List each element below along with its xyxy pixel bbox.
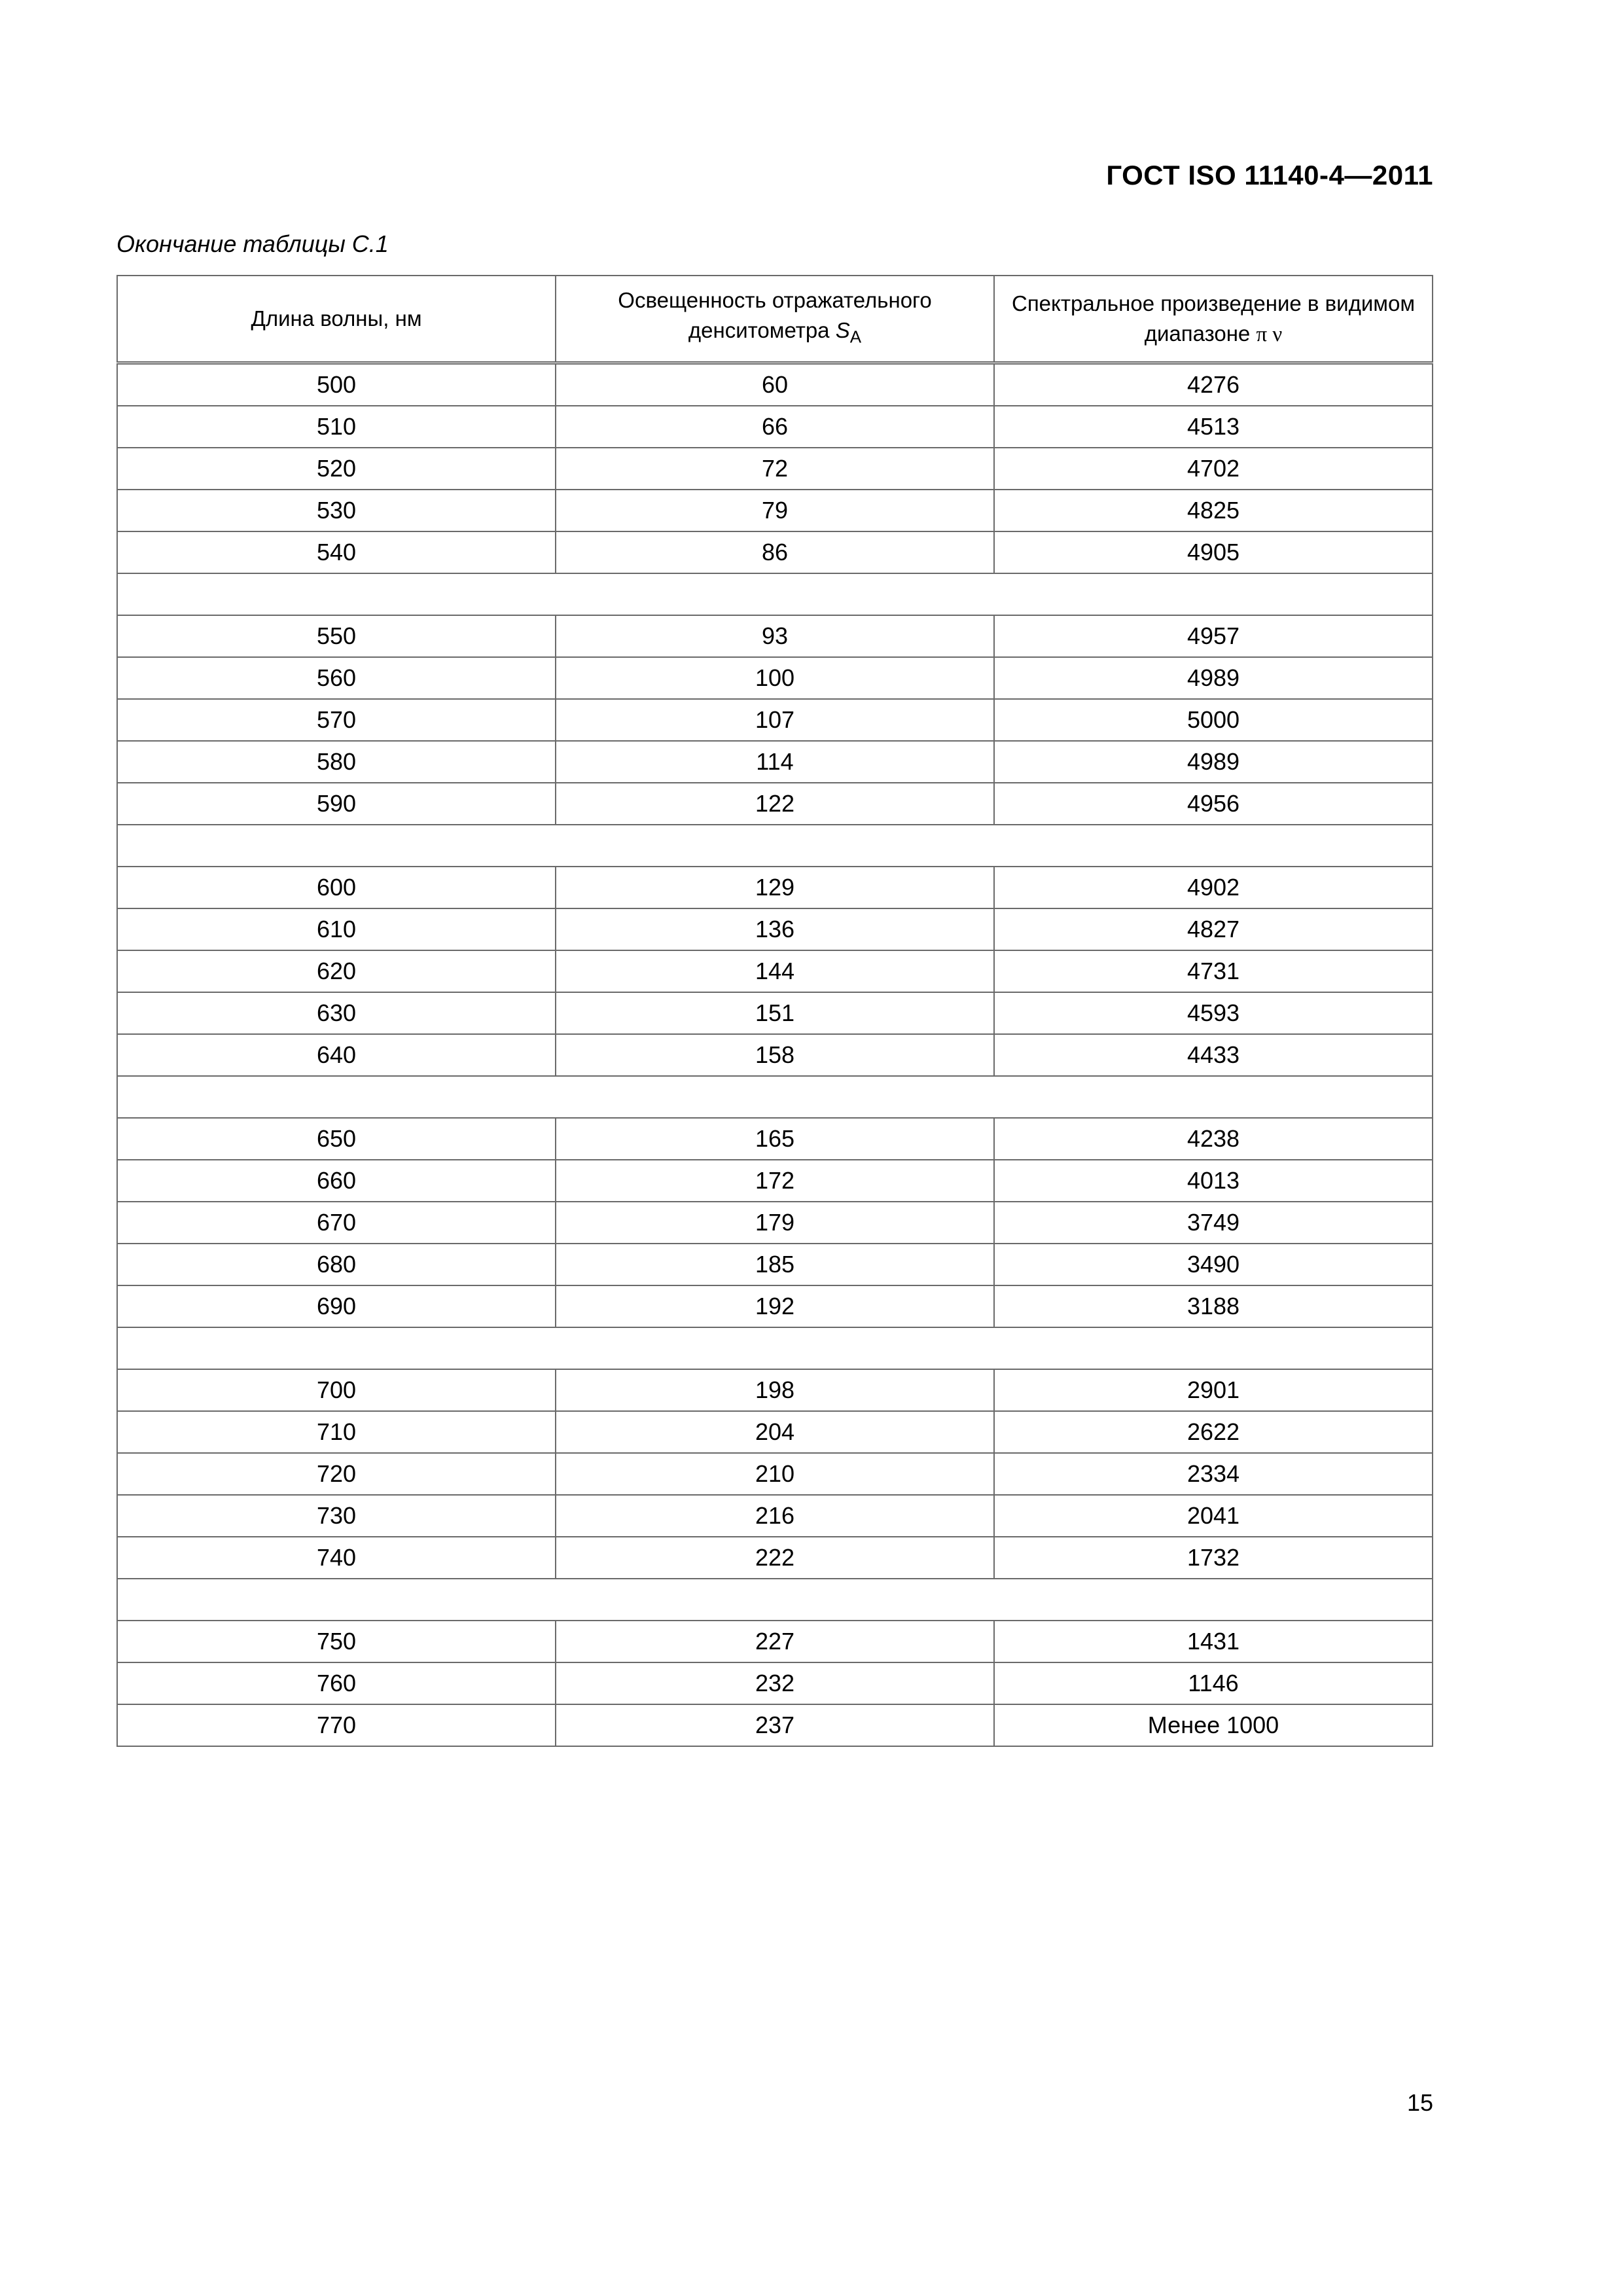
cell-illuminance: 114 (556, 741, 994, 783)
cell-wavelength: 550 (117, 615, 556, 657)
cell-wavelength: 580 (117, 741, 556, 783)
table-header-row (117, 276, 1433, 363)
table-row (117, 1537, 1433, 1579)
cell-spectral-product: 1431 (994, 1621, 1433, 1662)
cell-spectral-product: 4957 (994, 615, 1433, 657)
illuminance-symbol-subscript: A (849, 327, 862, 347)
table-row (117, 1244, 1433, 1285)
cell-spectral-product: 4956 (994, 783, 1433, 825)
cell-illuminance: 165 (556, 1118, 994, 1160)
cell-wavelength: 680 (117, 1244, 556, 1285)
table-row (117, 657, 1433, 699)
table-row (117, 1453, 1433, 1495)
table-row (117, 490, 1433, 531)
cell-wavelength: 700 (117, 1369, 556, 1411)
cell-spectral-product: 3188 (994, 1285, 1433, 1327)
cell-illuminance: 72 (556, 448, 994, 490)
spectral-header-line1: Спектральное произведение в видимом (1011, 291, 1416, 315)
cell-illuminance: 198 (556, 1369, 994, 1411)
cell-spectral-product: 5000 (994, 699, 1433, 741)
cell-illuminance: 192 (556, 1285, 994, 1327)
cell-illuminance: 232 (556, 1662, 994, 1704)
cell-wavelength: 750 (117, 1621, 556, 1662)
cell-spectral-product: 4905 (994, 531, 1433, 573)
cell-wavelength: 610 (117, 908, 556, 950)
table-row (117, 1202, 1433, 1244)
table-row (117, 699, 1433, 741)
cell-illuminance: 237 (556, 1704, 994, 1746)
cell-wavelength: 590 (117, 783, 556, 825)
cell-wavelength: 630 (117, 992, 556, 1034)
table-row (117, 1285, 1433, 1327)
cell-illuminance: 100 (556, 657, 994, 699)
page-number: 15 (1406, 2089, 1433, 2116)
cell-illuminance: 66 (556, 406, 994, 448)
cell-spectral-product: 4731 (994, 950, 1433, 992)
cell-wavelength: 520 (117, 448, 556, 490)
cell-spectral-product: 4238 (994, 1118, 1433, 1160)
table-row (117, 363, 1433, 406)
cell-wavelength: 660 (117, 1160, 556, 1202)
spacer-cell (117, 573, 1433, 615)
cell-illuminance: 86 (556, 531, 994, 573)
cell-illuminance: 107 (556, 699, 994, 741)
table-row (117, 1034, 1433, 1076)
table-row (117, 1369, 1433, 1411)
cell-spectral-product: 4989 (994, 657, 1433, 699)
table-row (117, 992, 1433, 1034)
cell-wavelength: 640 (117, 1034, 556, 1076)
cell-wavelength: 540 (117, 531, 556, 573)
spacer-row (117, 1076, 1433, 1118)
spectral-data-table (116, 275, 1433, 1747)
cell-spectral-product: 4989 (994, 741, 1433, 783)
illuminance-header-line2: денситометра (688, 318, 830, 343)
illuminance-header-line1: Освещенность отражательного (618, 288, 932, 313)
cell-illuminance: 122 (556, 783, 994, 825)
cell-spectral-product: 4593 (994, 992, 1433, 1034)
cell-illuminance: 136 (556, 908, 994, 950)
cell-wavelength: 710 (117, 1411, 556, 1453)
cell-wavelength: 570 (117, 699, 556, 741)
cell-illuminance: 172 (556, 1160, 994, 1202)
cell-illuminance: 151 (556, 992, 994, 1034)
cell-illuminance: 158 (556, 1034, 994, 1076)
cell-spectral-product: 2622 (994, 1411, 1433, 1453)
spacer-row (117, 573, 1433, 615)
cell-illuminance: 179 (556, 1202, 994, 1244)
spacer-row (117, 1579, 1433, 1621)
column-header-illuminance (556, 276, 994, 363)
table-row (117, 1704, 1433, 1746)
table-row (117, 1662, 1433, 1704)
cell-illuminance: 60 (556, 363, 994, 406)
cell-wavelength: 690 (117, 1285, 556, 1327)
cell-illuminance: 79 (556, 490, 994, 531)
table-row (117, 783, 1433, 825)
cell-spectral-product: 4827 (994, 908, 1433, 950)
table-row (117, 741, 1433, 783)
cell-spectral-product: 4702 (994, 448, 1433, 490)
cell-illuminance: 129 (556, 867, 994, 908)
spacer-row (117, 825, 1433, 867)
cell-illuminance: 222 (556, 1537, 994, 1579)
cell-wavelength: 730 (117, 1495, 556, 1537)
cell-wavelength: 740 (117, 1537, 556, 1579)
cell-spectral-product: 4276 (994, 363, 1433, 406)
table-row (117, 1160, 1433, 1202)
table-row (117, 867, 1433, 908)
table-body (117, 363, 1433, 1747)
cell-wavelength: 500 (117, 363, 556, 406)
table-header (117, 276, 1433, 363)
table-row (117, 615, 1433, 657)
cell-spectral-product: 2334 (994, 1453, 1433, 1495)
illuminance-symbol-letter: S (835, 318, 850, 343)
table-row (117, 1495, 1433, 1537)
table-row (117, 1118, 1433, 1160)
spacer-cell (117, 825, 1433, 867)
cell-spectral-product: 4513 (994, 406, 1433, 448)
cell-spectral-product: Менее 1000 (994, 1704, 1433, 1746)
spectral-header-line2: диапазоне (1144, 321, 1251, 346)
spacer-row (117, 1327, 1433, 1369)
table-row (117, 908, 1433, 950)
cell-spectral-product: 2041 (994, 1495, 1433, 1537)
cell-spectral-product: 3749 (994, 1202, 1433, 1244)
column-header-wavelength: Длина волны, нм (117, 276, 556, 363)
cell-wavelength: 600 (117, 867, 556, 908)
cell-wavelength: 620 (117, 950, 556, 992)
cell-illuminance: 185 (556, 1244, 994, 1285)
cell-illuminance: 93 (556, 615, 994, 657)
spacer-cell (117, 1327, 1433, 1369)
cell-wavelength: 650 (117, 1118, 556, 1160)
table-caption: Окончание таблицы С.1 (116, 230, 389, 257)
cell-spectral-product: 1146 (994, 1662, 1433, 1704)
cell-wavelength: 510 (117, 406, 556, 448)
column-header-spectral-product (994, 276, 1433, 363)
table-row (117, 531, 1433, 573)
cell-spectral-product: 3490 (994, 1244, 1433, 1285)
spacer-cell (117, 1076, 1433, 1118)
cell-wavelength: 770 (117, 1704, 556, 1746)
cell-spectral-product: 4902 (994, 867, 1433, 908)
cell-wavelength: 720 (117, 1453, 556, 1495)
cell-wavelength: 670 (117, 1202, 556, 1244)
cell-spectral-product: 1732 (994, 1537, 1433, 1579)
cell-illuminance: 210 (556, 1453, 994, 1495)
cell-illuminance: 204 (556, 1411, 994, 1453)
cell-spectral-product: 2901 (994, 1369, 1433, 1411)
table-row (117, 406, 1433, 448)
table-row (117, 448, 1433, 490)
spectral-symbol: π ν (1256, 322, 1283, 346)
table-row (117, 1411, 1433, 1453)
cell-wavelength: 530 (117, 490, 556, 531)
cell-illuminance: 227 (556, 1621, 994, 1662)
cell-spectral-product: 4825 (994, 490, 1433, 531)
illuminance-symbol (835, 318, 862, 347)
cell-spectral-product: 4433 (994, 1034, 1433, 1076)
table-row (117, 1621, 1433, 1662)
cell-illuminance: 216 (556, 1495, 994, 1537)
cell-illuminance: 144 (556, 950, 994, 992)
cell-spectral-product: 4013 (994, 1160, 1433, 1202)
table-row (117, 950, 1433, 992)
cell-wavelength: 760 (117, 1662, 556, 1704)
spacer-cell (117, 1579, 1433, 1621)
document-code: ГОСТ ISO 11140-4—2011 (1106, 160, 1433, 190)
cell-wavelength: 560 (117, 657, 556, 699)
